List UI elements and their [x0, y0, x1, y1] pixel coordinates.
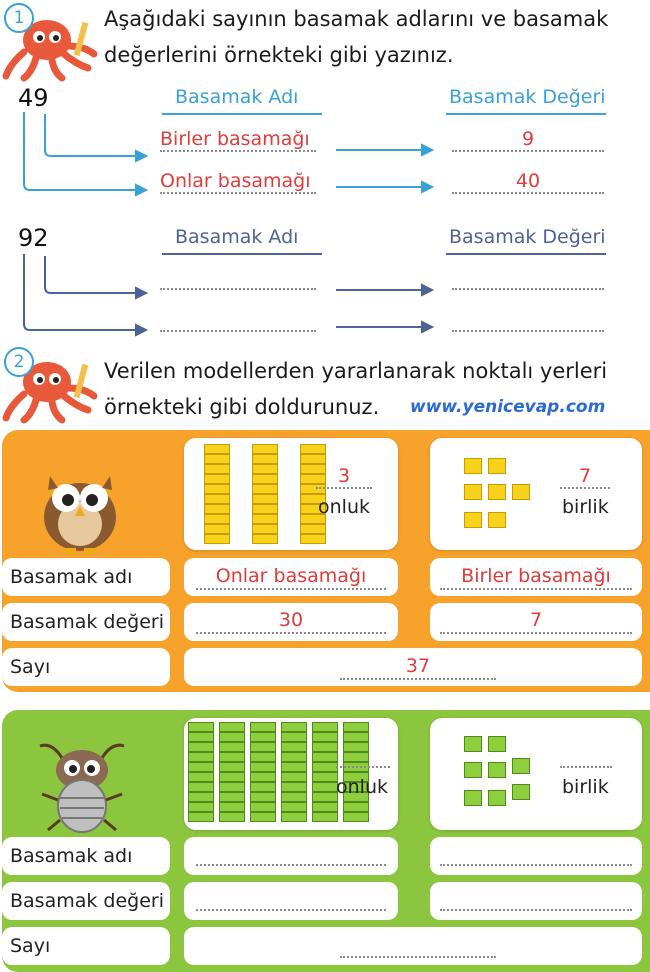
ten-rod [281, 722, 307, 822]
unit-cube [488, 736, 506, 752]
ones-answer-1: 7 [560, 465, 610, 489]
ten-rod [312, 722, 338, 822]
unit-cube [488, 512, 506, 528]
bug-mascot [32, 740, 132, 836]
ones-blocks-1 [462, 456, 542, 536]
exercise-row2-name-blank[interactable] [160, 312, 316, 332]
unit-cube [464, 512, 482, 528]
question-number-badge: 1 [4, 3, 34, 33]
ten-rod [343, 722, 369, 822]
ones-value-1: 7 [440, 608, 632, 634]
example-header-name-underline [162, 113, 322, 115]
ones-name-1: Birler basamağı [440, 564, 632, 590]
example-header-value: Basamak Değeri [449, 86, 606, 108]
row-label-basamak-adi-2: Basamak adı [2, 837, 170, 875]
ones-blocks-2 [462, 734, 542, 814]
exercise-header-value: Basamak Değeri [449, 226, 606, 248]
question-1-text-line1: Aşağıdaki sayının basamak adlarını ve basamak [104, 7, 609, 31]
unit-cube [488, 484, 506, 500]
ten-rod [250, 722, 276, 822]
row-label-basamak-degeri-2: Basamak değeri [2, 882, 170, 920]
tens-blocks-1 [204, 444, 326, 544]
exercise-header-value-underline [446, 253, 606, 255]
unit-cube [464, 762, 482, 778]
website-url: www.yenicevap.com [410, 397, 606, 417]
unit-cube [488, 458, 506, 474]
owl-mascot [30, 462, 130, 558]
unit-cube [488, 790, 506, 806]
row-label-sayi-2: Sayı [2, 927, 170, 965]
number-answer-1: 37 [340, 654, 496, 680]
ones-unit-1: birlik [562, 496, 609, 518]
exercise-row2-value-blank[interactable] [452, 312, 604, 332]
unit-cube [512, 784, 530, 800]
unit-cube [464, 458, 482, 474]
tens-value-2[interactable] [196, 891, 386, 911]
unit-cube [464, 790, 482, 806]
tens-name-2[interactable] [196, 846, 386, 866]
tens-value-1: 30 [196, 608, 386, 634]
tens-answer-1: 3 [316, 465, 372, 489]
question-number-badge: 2 [4, 347, 34, 377]
ones-unit-2: birlik [562, 776, 609, 798]
tens-name-1: Onlar basamağı [196, 564, 386, 590]
question-2-text-line1: Verilen modellerden yararlanarak noktalı yerleri [104, 359, 608, 383]
example-number: 49 [18, 84, 49, 112]
tens-unit-1: onluk [318, 496, 370, 518]
example-row1-name: Birler basamağı [160, 128, 316, 152]
ten-rod [204, 444, 230, 544]
ones-answer-2[interactable] [560, 748, 612, 768]
question-1-text-line2: değerlerini örnekteki gibi yazınız. [104, 43, 454, 67]
example-row2-name: Onlar basamağı [160, 170, 316, 194]
exercise-header-name-underline [162, 253, 322, 255]
unit-cube [512, 758, 530, 774]
ten-rod [300, 444, 326, 544]
number-answer-2[interactable] [340, 938, 496, 958]
unit-cube [512, 484, 530, 500]
example-row1-value: 9 [452, 128, 604, 152]
exercise-number: 92 [18, 224, 49, 252]
example-header-name: Basamak Adı [175, 86, 299, 108]
ten-rod [188, 722, 214, 822]
exercise-row1-name-blank[interactable] [160, 270, 316, 290]
question-2-text-line2: örnekteki gibi doldurunuz. [104, 395, 380, 419]
row-label-basamak-degeri-1: Basamak değeri [2, 603, 170, 641]
exercise-header-name: Basamak Adı [175, 226, 299, 248]
example-header-value-underline [446, 113, 606, 115]
exercise-row1-value-blank[interactable] [452, 270, 604, 290]
tens-answer-2[interactable] [336, 748, 390, 768]
unit-cube [464, 736, 482, 752]
unit-cube [464, 484, 482, 500]
ten-rod [252, 444, 278, 544]
tens-blocks-2 [188, 722, 369, 822]
ones-name-2[interactable] [440, 846, 632, 866]
row-label-basamak-adi-1: Basamak adı [2, 558, 170, 596]
ones-value-2[interactable] [440, 891, 632, 911]
ten-rod [219, 722, 245, 822]
tens-unit-2: onluk [336, 776, 388, 798]
row-label-sayi-1: Sayı [2, 648, 170, 686]
example-row2-value: 40 [452, 170, 604, 194]
unit-cube [488, 762, 506, 778]
